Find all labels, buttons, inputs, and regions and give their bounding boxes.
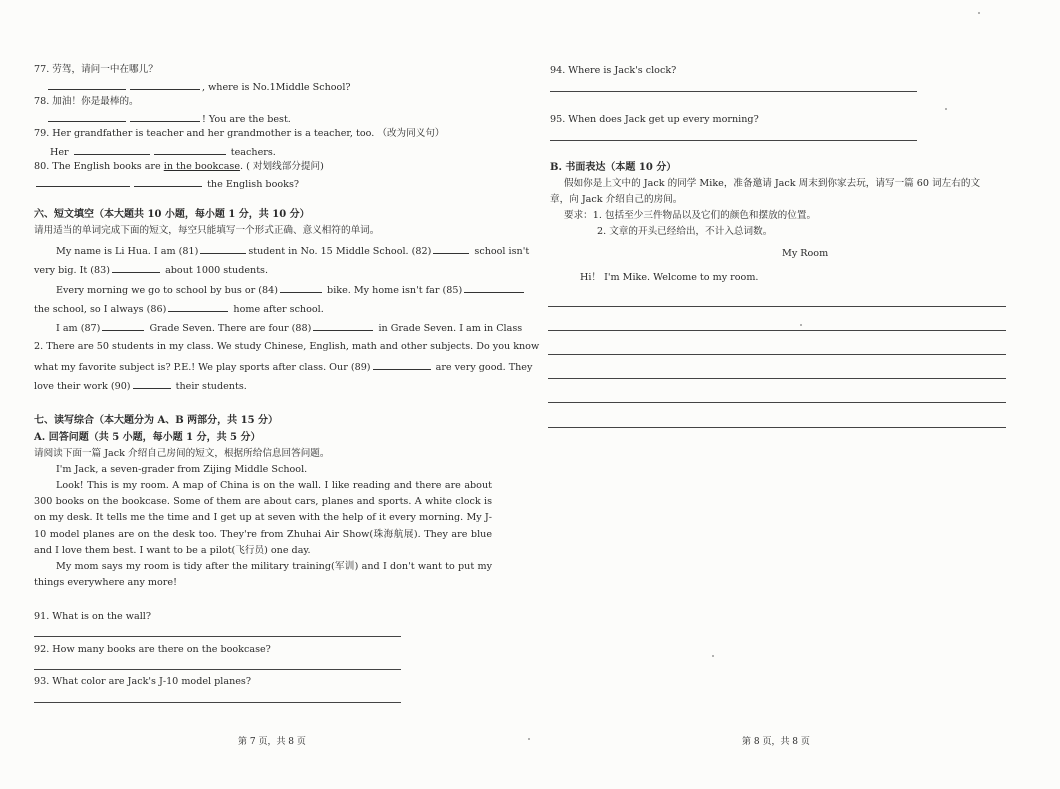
q77-blank-1[interactable]	[48, 80, 126, 90]
blank-83[interactable]	[112, 263, 160, 273]
blank-82[interactable]	[433, 244, 469, 254]
section-7a-instruction: 请阅读下面一篇 Jack 介绍自己房间的短文，根据所给信息回答问题。	[34, 448, 330, 459]
q93: 93. What color are Jack's J-10 model planes?	[34, 676, 252, 687]
scan-speck	[800, 324, 802, 326]
cloze-text: My name is Li Hua. I am (81)	[56, 246, 199, 257]
scan-speck	[528, 738, 530, 740]
q80-blank-1[interactable]	[36, 177, 130, 187]
cloze-line-8	[34, 379, 247, 393]
essay-line-4[interactable]	[548, 378, 1006, 379]
passage-paragraph-3: My mom says my room is tidy after the military training(军训) and I don't want to put my things everywhere any more!	[34, 561, 492, 589]
q79-end: teachers.	[230, 147, 276, 158]
requirement-2: 2. 文章的开头已经给出，不计入总词数。	[597, 226, 773, 237]
q80-blank-2[interactable]	[134, 177, 202, 187]
scan-speck	[945, 108, 947, 110]
essay-line-1[interactable]	[548, 306, 1006, 307]
cloze-text: what my favorite subject is? P.E.! We play sports after class. Our (89)	[34, 362, 371, 373]
q91: 91. What is on the wall?	[34, 611, 151, 622]
q95: 95. When does Jack get up every morning?	[550, 114, 759, 125]
blank-81[interactable]	[200, 244, 246, 254]
q77-blank-2[interactable]	[130, 80, 200, 90]
right-page	[530, 0, 1060, 789]
q92: 92. How many books are there on the bookcase?	[34, 644, 271, 655]
scan-speck	[978, 12, 980, 14]
blank-84[interactable]	[280, 283, 322, 293]
cloze-text: home after school.	[233, 304, 324, 315]
blank-86[interactable]	[168, 302, 228, 312]
q94: 94. Where is Jack's clock?	[550, 65, 677, 76]
q79-her: Her	[50, 147, 69, 158]
blank-90[interactable]	[133, 379, 171, 389]
section-7-title: 七、读写综合（本大题分为 A、B 两部分，共 15 分）	[34, 415, 279, 426]
cloze-text: in Grade Seven. I am in Class	[378, 323, 523, 334]
cloze-text: Grade Seven. There are four (88)	[149, 323, 312, 334]
q80-answer-row	[34, 177, 299, 191]
essay-title: My Room	[782, 248, 829, 259]
cloze-text: love their work (90)	[34, 381, 131, 392]
section-b-title: B. 书面表达（本题 10 分）	[550, 162, 677, 173]
essay-line-6[interactable]	[548, 427, 1006, 428]
q78-blank-1[interactable]	[48, 112, 126, 122]
cloze-text: student in No. 15 Middle School. (82)	[248, 246, 432, 257]
requirement-1: 要求：1. 包括至少三件物品以及它们的颜色和摆放的位置。	[564, 210, 817, 221]
cloze-text: Every morning we go to school by bus or (84)	[56, 285, 278, 296]
page-number-7: 第 7 页，共 8 页	[238, 737, 306, 747]
q80-sentence	[34, 161, 324, 173]
cloze-text: about 1000 students.	[165, 265, 269, 276]
blank-88[interactable]	[313, 321, 373, 331]
cloze-text: are very good. They	[435, 362, 533, 373]
q80-pre: 80. The English books are	[34, 161, 164, 172]
q92-answer-line[interactable]	[34, 669, 401, 670]
q78-english-row	[46, 112, 291, 126]
q94-answer-line[interactable]	[550, 91, 917, 92]
cloze-line-2	[34, 263, 268, 277]
q79-blank-2[interactable]	[154, 145, 226, 155]
blank-87[interactable]	[102, 321, 144, 331]
section-6-instruction: 请用适当的单词完成下面的短文，每空只能填写一个形式正确、意义相符的单词。	[34, 225, 380, 236]
cloze-text: their students.	[175, 381, 247, 392]
blank-89[interactable]	[373, 360, 431, 370]
q80-end: the English books?	[207, 179, 300, 190]
q80-post: . ( 对划线部分提问)	[240, 161, 324, 172]
blank-85[interactable]	[464, 283, 524, 293]
q79-blank-1[interactable]	[74, 145, 150, 155]
cloze-text: very big. It (83)	[34, 265, 110, 276]
essay-line-2[interactable]	[548, 330, 1006, 331]
essay-line-5[interactable]	[548, 402, 1006, 403]
essay-opening: Hi！ I'm Mike. Welcome to my room.	[580, 272, 759, 283]
cloze-line-6: 2. There are 50 students in my class. We study Chinese, English, math and other subjects. Do you know	[34, 341, 540, 352]
scan-speck	[712, 655, 714, 657]
section-6-title: 六、短文填空（本大题共 10 小题，每小题 1 分，共 10 分）	[34, 209, 310, 220]
q95-answer-line[interactable]	[550, 140, 917, 141]
q93-answer-line[interactable]	[34, 702, 401, 703]
q78-blank-2[interactable]	[130, 112, 200, 122]
q80-underlined: in the bookcase	[163, 161, 241, 172]
section-7a-title: A. 回答问题（共 5 小题，每小题 1 分，共 5 分）	[34, 432, 261, 443]
q77-english-row	[46, 80, 351, 94]
cloze-line-4	[34, 302, 324, 316]
q79-sentence: 79. Her grandfather is teacher and her grandmother is a teacher, too. （改为同义句）	[34, 128, 445, 139]
cloze-text: school isn't	[474, 246, 530, 257]
cloze-text: the school, so I always (86)	[34, 304, 167, 315]
q77-english-text: , where is No.1Middle School?	[202, 82, 351, 93]
cloze-text: I am (87)	[56, 323, 101, 334]
passage-intro: I'm Jack, a seven-grader from Zijing Middle School.	[56, 464, 308, 475]
cloze-text: bike. My home isn't far (85)	[327, 285, 463, 296]
section-b-line-2: 章，向 Jack 介绍自己的房间。	[550, 194, 683, 205]
q77-chinese: 77. 劳驾，请问一中在哪儿？	[34, 64, 158, 75]
q91-answer-line[interactable]	[34, 636, 401, 637]
cloze-line-1	[56, 244, 529, 258]
q78-english-text: ! You are the best.	[202, 114, 291, 125]
cloze-line-3	[56, 283, 526, 297]
passage-paragraph-2: Look! This is my room. A map of China is on the wall. I like reading and there are about 300 books on the bookcase. Some of them are about cars, planes and sports. A white clock is on my desk. It tells me the time and I get up at seven with the help of it every morning. My J-10 model planes are on the desk too. They're from Zhuhai Air Show(珠海航展). They are blue and I love them best. I want to be a pilot(飞行员) one day.	[34, 480, 492, 556]
q79-answer-row	[50, 145, 276, 159]
cloze-line-5	[56, 321, 522, 335]
essay-line-3[interactable]	[548, 354, 1006, 355]
section-b-line-1: 假如你是上文中的 Jack 的同学 Mike，准备邀请 Jack 周末到你家去玩，请写一篇 60 词左右的文	[564, 178, 981, 189]
q78-chinese: 78. 加油！你是最棒的。	[34, 96, 139, 107]
cloze-line-7	[34, 360, 532, 374]
page-number-8: 第 8 页，共 8 页	[742, 737, 810, 747]
